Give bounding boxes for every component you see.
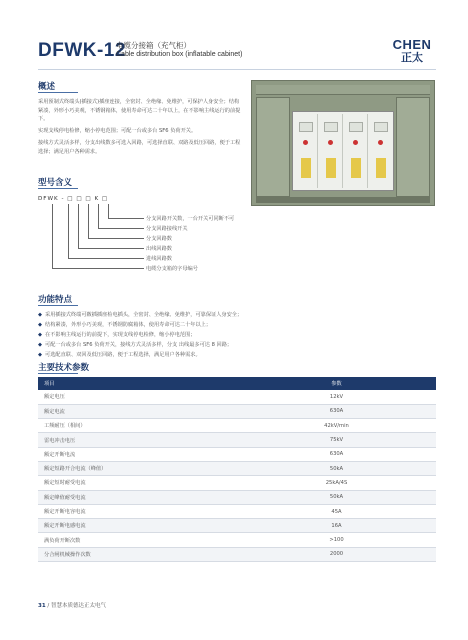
code-connector: [108, 218, 144, 219]
section-underline: [38, 373, 78, 374]
logo-text-cn: 正太: [401, 51, 423, 64]
page-footer: [38, 601, 106, 609]
page-header: [38, 38, 436, 68]
table-row: [38, 547, 436, 561]
section-underline: [38, 92, 78, 93]
param-name: 额定短时耐受电流: [38, 476, 237, 490]
column-header-value: 参数: [237, 377, 436, 390]
model-label-1: 分支回路开关数，一台开关可同断不可: [146, 216, 235, 222]
diamond-bullet-icon: ◆: [38, 352, 42, 358]
feature-item: ◆ 可配一台或多台 SF6 负荷开关，接线方式灵活多样，分支 出线最多可达 8 回路；: [38, 342, 233, 348]
code-connector: [52, 204, 53, 268]
param-value: 42kV/min: [237, 419, 436, 433]
model-label-6: 电缆分支箱的字母编号: [146, 266, 198, 272]
param-value: 630A: [237, 404, 436, 418]
table-row: [38, 476, 436, 490]
code-connector: [98, 228, 144, 229]
brand-logo: [388, 38, 436, 68]
model-label-3: 分支回路数: [146, 236, 172, 242]
table-row: [38, 504, 436, 518]
param-value: 75kV: [237, 433, 436, 447]
code-connector: [78, 204, 79, 248]
column-header-item: 项目: [38, 377, 237, 390]
param-value: 12kV: [237, 390, 436, 404]
model-code: DFWK - □ □ □ K □: [38, 196, 109, 202]
param-name: 额定短路开合电流（峰值）: [38, 461, 237, 475]
table-row: [38, 533, 436, 547]
code-connector: [68, 204, 69, 258]
table-row: [38, 404, 436, 418]
diamond-bullet-icon: ◆: [38, 342, 42, 348]
param-value: 50kA: [237, 461, 436, 475]
param-value: 25kA/4S: [237, 476, 436, 490]
tech-params-table: [38, 377, 436, 562]
diamond-bullet-icon: ◆: [38, 322, 42, 328]
param-name: 额定开断电流: [38, 447, 237, 461]
overview-paragraph-2: 实现支线停电检修，缩小停电范围；可配一台或多台 SF6 负荷开关。: [38, 128, 197, 134]
section-underline: [38, 188, 78, 189]
code-connector: [52, 268, 144, 269]
feature-item: ◆ 在不影响主线运行的前提下，实现支线停电检修，缩小停电范围；: [38, 332, 196, 338]
model-label-4: 出线回路数: [146, 246, 172, 252]
table-header-row: [38, 377, 436, 390]
diamond-bullet-icon: ◆: [38, 332, 42, 338]
table-row: [38, 519, 436, 533]
switchgear-panel: [292, 111, 394, 191]
param-name: 额定峰值耐受电流: [38, 490, 237, 504]
page-number: 31: [38, 603, 46, 609]
model-label-2: 分支回路接线开关: [146, 226, 188, 232]
product-subtitle-en: Cable distribution box (inflatable cabinet): [116, 51, 243, 58]
logo-text-en: CHEN: [392, 37, 432, 52]
section-title-tech-params: 主要技术参数: [38, 363, 90, 373]
param-value: 16A: [237, 519, 436, 533]
header-divider: [38, 69, 436, 70]
feature-item: ◆ 可选配直联、双回及低压回路，便于工程选择，满足用户各种需求。: [38, 352, 201, 358]
param-value: >100: [237, 533, 436, 547]
param-name: 雷电冲击电压: [38, 433, 237, 447]
product-photo: [251, 80, 435, 206]
code-connector: [78, 248, 144, 249]
model-label-5: 进线回路数: [146, 256, 172, 262]
product-subtitle-cn: 电缆分接箱（充气柜）: [116, 41, 191, 50]
param-name: 额定电流: [38, 404, 237, 418]
table-row: [38, 419, 436, 433]
param-name: 满负荷开断次数: [38, 533, 237, 547]
param-name: 额定电压: [38, 390, 237, 404]
table-row: [38, 490, 436, 504]
footer-separator: /: [47, 603, 52, 609]
footer-text: 智慧本质德达正太电气: [51, 603, 107, 609]
feature-item: ◆ 采用插接式终端可敞插插座检电插头，全密封、全绝缘、免维护，可靠保证人身安全；: [38, 312, 243, 318]
table-row: [38, 461, 436, 475]
section-title-model-meaning: 型号含义: [38, 178, 73, 188]
section-underline: [38, 305, 78, 306]
param-name: 额定开断电感电流: [38, 519, 237, 533]
code-connector: [88, 238, 144, 239]
param-value: 630A: [237, 447, 436, 461]
param-value: 50kA: [237, 490, 436, 504]
table-row: [38, 447, 436, 461]
diamond-bullet-icon: ◆: [38, 312, 42, 318]
table-row: [38, 433, 436, 447]
table-row: [38, 390, 436, 404]
code-connector: [68, 258, 144, 259]
param-name: 额定开断电容电流: [38, 504, 237, 518]
section-title-features: 功能特点: [38, 295, 73, 305]
section-title-overview: 概述: [38, 82, 56, 92]
code-connector: [88, 204, 89, 238]
product-model-title: DFWK-12: [38, 40, 126, 61]
param-value: 2000: [237, 547, 436, 561]
feature-item: ◆ 结构紧凑，外形小巧美观，不锈钢防腐箱体，使用寿命可达二十年以上；: [38, 322, 212, 328]
overview-paragraph-3: 接线方式灵活多样，分支出线数多可选入回路，可选择直联、双路及低压回路，便于工程选择；满足用户各种需求。: [38, 140, 241, 155]
overview-paragraph-1: 采用预制式终端头(插接式)插座连接，全密封、全绝缘、免维护，可保护人身安全；结构紧凑，外形小巧美观，不锈钢箱体，使用寿命可达二十年以上，在不影响主线运行的前提下。: [38, 99, 241, 123]
param-value: 45A: [237, 504, 436, 518]
param-name: 工频耐压（相间）: [38, 419, 237, 433]
code-connector: [108, 204, 109, 218]
code-connector: [98, 204, 99, 228]
param-name: 分合闸机械操作次数: [38, 547, 237, 561]
